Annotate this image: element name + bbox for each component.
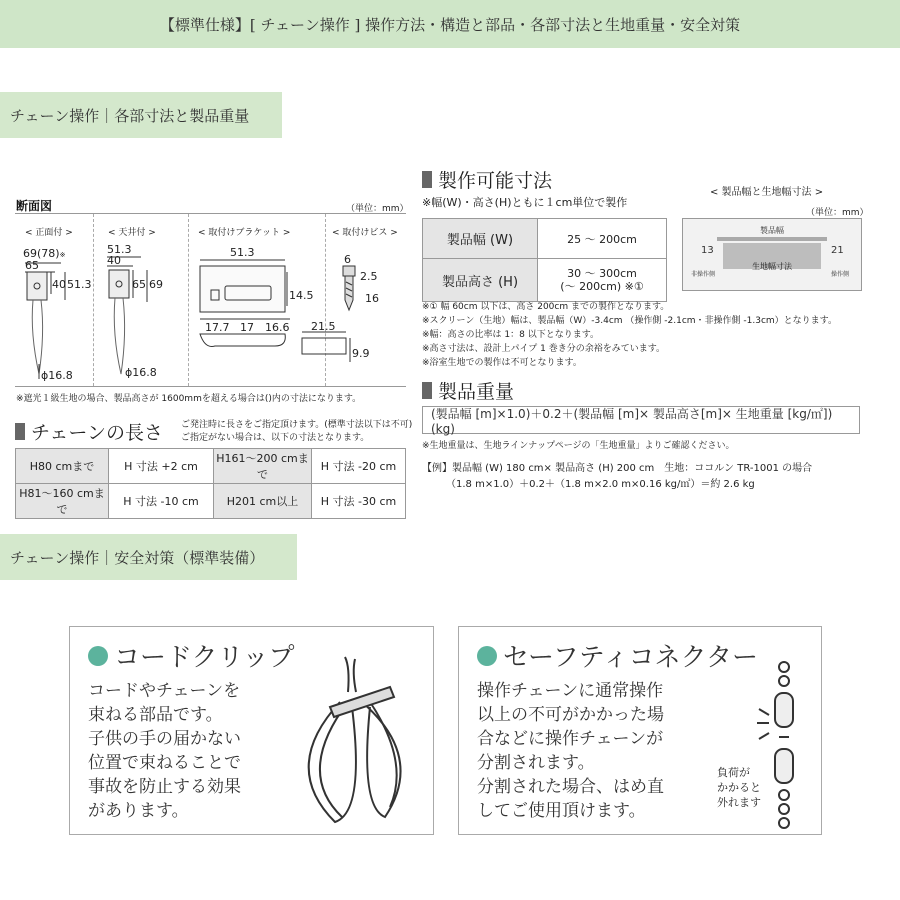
page-header bbox=[0, 0, 900, 48]
chain-length-heading: チェーンの長さ bbox=[15, 418, 163, 445]
ceiling-dim-3: 65 bbox=[132, 278, 146, 291]
view-label-front: < 正面付 > bbox=[25, 228, 73, 238]
ceiling-dim-1: 51.3 bbox=[107, 243, 132, 256]
fabric-width-diagram: 製品幅 生地幅寸法 13 21 非操作側 操作側 bbox=[682, 218, 862, 291]
bracket-drawing bbox=[200, 260, 350, 362]
front-dim-4: 51.3 bbox=[67, 278, 92, 291]
view-label-bracket: < 取付けブラケット > bbox=[198, 228, 291, 238]
ceiling-dim-5: ϕ16.8 bbox=[125, 366, 157, 379]
production-subtitle: ※幅(W)・高さ(H)ともに１cm単位で製作 bbox=[422, 196, 628, 209]
weight-note: ※生地重量は、生地ラインナップページの「生地重量」よりご確認ください。 bbox=[422, 441, 735, 451]
front-dim-5: ϕ16.8 bbox=[41, 369, 73, 382]
weight-example-1: 【例】製品幅 (W) 180 cm× 製品高さ (H) 200 cm 生地：ココルン TR-1001 の場合 bbox=[422, 463, 813, 474]
cross-section-unit: （単位：mm） bbox=[346, 204, 409, 214]
screw-dim-1: 6 bbox=[344, 253, 351, 266]
cross-section-title: 断面図 bbox=[16, 199, 53, 213]
bracket-dim-5: 16.6 bbox=[265, 321, 290, 334]
table-row: 製品幅 (W) 25 〜 200cm bbox=[423, 219, 667, 259]
card-title: セーフティコネクター bbox=[477, 637, 758, 674]
bullet-dot-icon bbox=[477, 646, 497, 666]
section-label-safety: チェーン操作｜安全対策（標準装備） bbox=[0, 534, 297, 580]
ceiling-dim-4: 69 bbox=[149, 278, 163, 291]
fabric-width-unit: （単位：mm） bbox=[806, 208, 869, 218]
production-table bbox=[422, 218, 667, 302]
screw-drawing bbox=[343, 266, 355, 310]
production-notes: ※① 幅 60cm 以下は、高さ 200cm までの製作となります。 ※スクリーン（生地）幅は、製品幅（W）-3.4cm （操作側 -2.1cm・非操作側 -1.3cm）となります。 ※幅：高さの比率は 1：8 以下となります。 ※高さ寸法は、設計上パイプ 1 巻き分の余裕をみています。 ※浴室生地での製作は不可となります。 bbox=[422, 302, 837, 368]
screw-dim-3: 16 bbox=[365, 292, 379, 305]
fabric-width-title: < 製品幅と生地幅寸法 > bbox=[710, 187, 824, 198]
production-heading: 製作可能寸法 bbox=[422, 166, 552, 193]
chain-length-note-1: ご発注時に長さをご指定頂けます。(標準寸法以下は不可) bbox=[181, 420, 413, 430]
bracket-dim-6: 21.5 bbox=[311, 320, 336, 333]
bracket-dim-1: 51.3 bbox=[230, 246, 255, 259]
bracket-dim-4: 17 bbox=[240, 321, 254, 334]
bracket-dim-2: 14.5 bbox=[289, 289, 314, 302]
table-row: H80 cmまで H 寸法 +2 cm H161〜200 cmまで H 寸法 -20 cm bbox=[16, 449, 406, 484]
page-title: 【標準仕様】[ チェーン操作 ] 操作方法・構造と部品・各部寸法と生地重量・安全対策 bbox=[159, 15, 741, 34]
table-row: 製品高さ (H) 30 〜 300cm (〜 200cm) ※① bbox=[423, 259, 667, 302]
section-label-dimensions: チェーン操作｜各部寸法と製品重量 bbox=[0, 92, 282, 138]
cross-section-drawing bbox=[15, 214, 406, 386]
card-safety-connector bbox=[458, 626, 822, 835]
safety-connector-icon bbox=[749, 657, 809, 832]
cross-section-panel bbox=[15, 213, 406, 387]
card-title: コードクリップ bbox=[88, 637, 294, 674]
bracket-dim-3: 17.7 bbox=[205, 321, 230, 334]
chain-length-note-2: ご指定がない場合は、以下の寸法となります。 bbox=[181, 433, 370, 443]
heading-marker bbox=[422, 171, 432, 188]
view-label-ceiling: < 天井付 > bbox=[108, 228, 156, 238]
card-description: コードやチェーンを 束ねる部品です。 子供の手の届かない 位置で束ねることで 事故を防止する効果 があります。 bbox=[88, 681, 241, 821]
chain-length-table bbox=[15, 448, 406, 519]
weight-heading: 製品重量 bbox=[422, 377, 514, 404]
front-dim-1: 69(78)※ bbox=[23, 247, 66, 260]
view-label-screw: < 取付けビス > bbox=[332, 228, 398, 238]
cord-clip-icon bbox=[290, 647, 425, 832]
front-dim-2: 65 bbox=[25, 259, 39, 272]
card-description: 操作チェーンに通常操作 以上の不可がかかった場 合などに操作チェーンが 分割されます。 分割された場合、はめ直 してご使用頂けます。 bbox=[477, 681, 664, 821]
table-row: H81〜160 cmまで H 寸法 -10 cm H201 cm以上 H 寸法 -30 cm bbox=[16, 484, 406, 519]
bullet-dot-icon bbox=[88, 646, 108, 666]
ceiling-mount-drawing bbox=[107, 257, 147, 374]
screw-dim-2: 2.5 bbox=[360, 270, 378, 283]
ceiling-dim-2: 40 bbox=[107, 254, 121, 267]
weight-example-2: （1.8 m×1.0）＋0.2＋（1.8 m×2.0 m×0.16 kg/㎡）＝約 2.6 kg bbox=[446, 479, 755, 490]
card-cord-clip bbox=[69, 626, 434, 835]
heading-marker bbox=[15, 423, 25, 440]
cross-section-note: ※遮光１級生地の場合、製品高さが 1600mmを超える場合は()内の寸法になります。 bbox=[16, 394, 362, 404]
weight-formula: (製品幅 [m]×1.0)＋0.2＋(製品幅 [m]× 製品高さ[m]× 生地重量 [kg/㎡]) (kg) bbox=[422, 406, 860, 434]
heading-marker bbox=[422, 382, 432, 399]
front-dim-3: 40 bbox=[52, 278, 66, 291]
connector-caption: 負荷が かかると 外れます bbox=[717, 766, 761, 809]
bracket-dim-7: 9.9 bbox=[352, 347, 370, 360]
